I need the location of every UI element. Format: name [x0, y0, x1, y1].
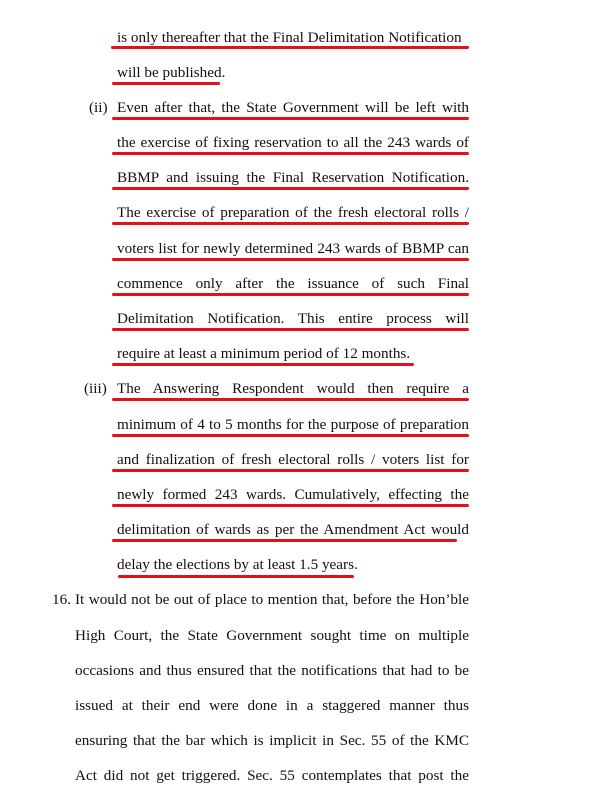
text-line: Delimitation Notification. This entire process will	[117, 310, 469, 327]
text-line: voters list for newly determined 243 wards of BBMP can	[117, 240, 469, 257]
text-line: ensuring that the bar which is implicit in Sec. 55 of the KMC	[75, 732, 469, 749]
text-line: and finalization of fresh electoral rolls / voters list for	[117, 451, 469, 468]
red-underline	[112, 258, 469, 261]
red-underline	[111, 46, 469, 49]
list-marker: (iii)	[84, 380, 107, 397]
text-line: commence only after the issuance of such Final	[117, 275, 469, 292]
text-line: High Court, the State Government sought time on multiple	[75, 627, 469, 644]
red-underline	[112, 539, 457, 542]
text-line: the exercise of fixing reservation to all the 243 wards of	[117, 134, 469, 151]
text-line: It would not be out of place to mention that, before the Hon’ble	[75, 591, 469, 608]
text-line: Act did not get triggered. Sec. 55 contemplates that post the	[75, 767, 469, 784]
text-line: issued at their end were done in a staggered manner thus	[75, 697, 469, 714]
red-underline	[112, 398, 469, 401]
text-line: will be published.	[117, 64, 226, 81]
red-underline	[112, 293, 469, 296]
red-underline	[112, 152, 469, 155]
red-underline	[118, 575, 354, 578]
list-marker: (ii)	[89, 99, 108, 116]
text-line: delay the elections by at least 1.5 years.	[117, 556, 358, 573]
text-line: require at least a minimum period of 12 months.	[117, 345, 411, 362]
red-underline	[112, 363, 414, 366]
red-underline	[112, 82, 220, 85]
text-line: Even after that, the State Government will be left with	[117, 99, 469, 116]
red-underline	[112, 187, 469, 190]
red-underline	[112, 117, 469, 120]
text-line: minimum of 4 to 5 months for the purpose of preparation	[117, 416, 469, 433]
text-line: BBMP and issuing the Final Reservation Notification.	[117, 169, 469, 186]
red-underline	[112, 328, 469, 331]
text-line: newly formed 243 wards. Cumulatively, effecting the	[117, 486, 469, 503]
red-underline	[112, 434, 469, 437]
text-line: The exercise of preparation of the fresh electoral rolls /	[117, 204, 469, 221]
text-line: occasions and thus ensured that the notifications that had to be	[75, 662, 469, 679]
paragraph-number: 16.	[52, 591, 71, 608]
text-line: delimitation of wards as per the Amendment Act would	[117, 521, 469, 538]
red-underline	[112, 469, 469, 472]
text-line: is only thereafter that the Final Delimitation Notification	[117, 29, 462, 46]
text-line: The Answering Respondent would then require a	[117, 380, 469, 397]
red-underline	[112, 222, 469, 225]
red-underline	[112, 504, 469, 507]
